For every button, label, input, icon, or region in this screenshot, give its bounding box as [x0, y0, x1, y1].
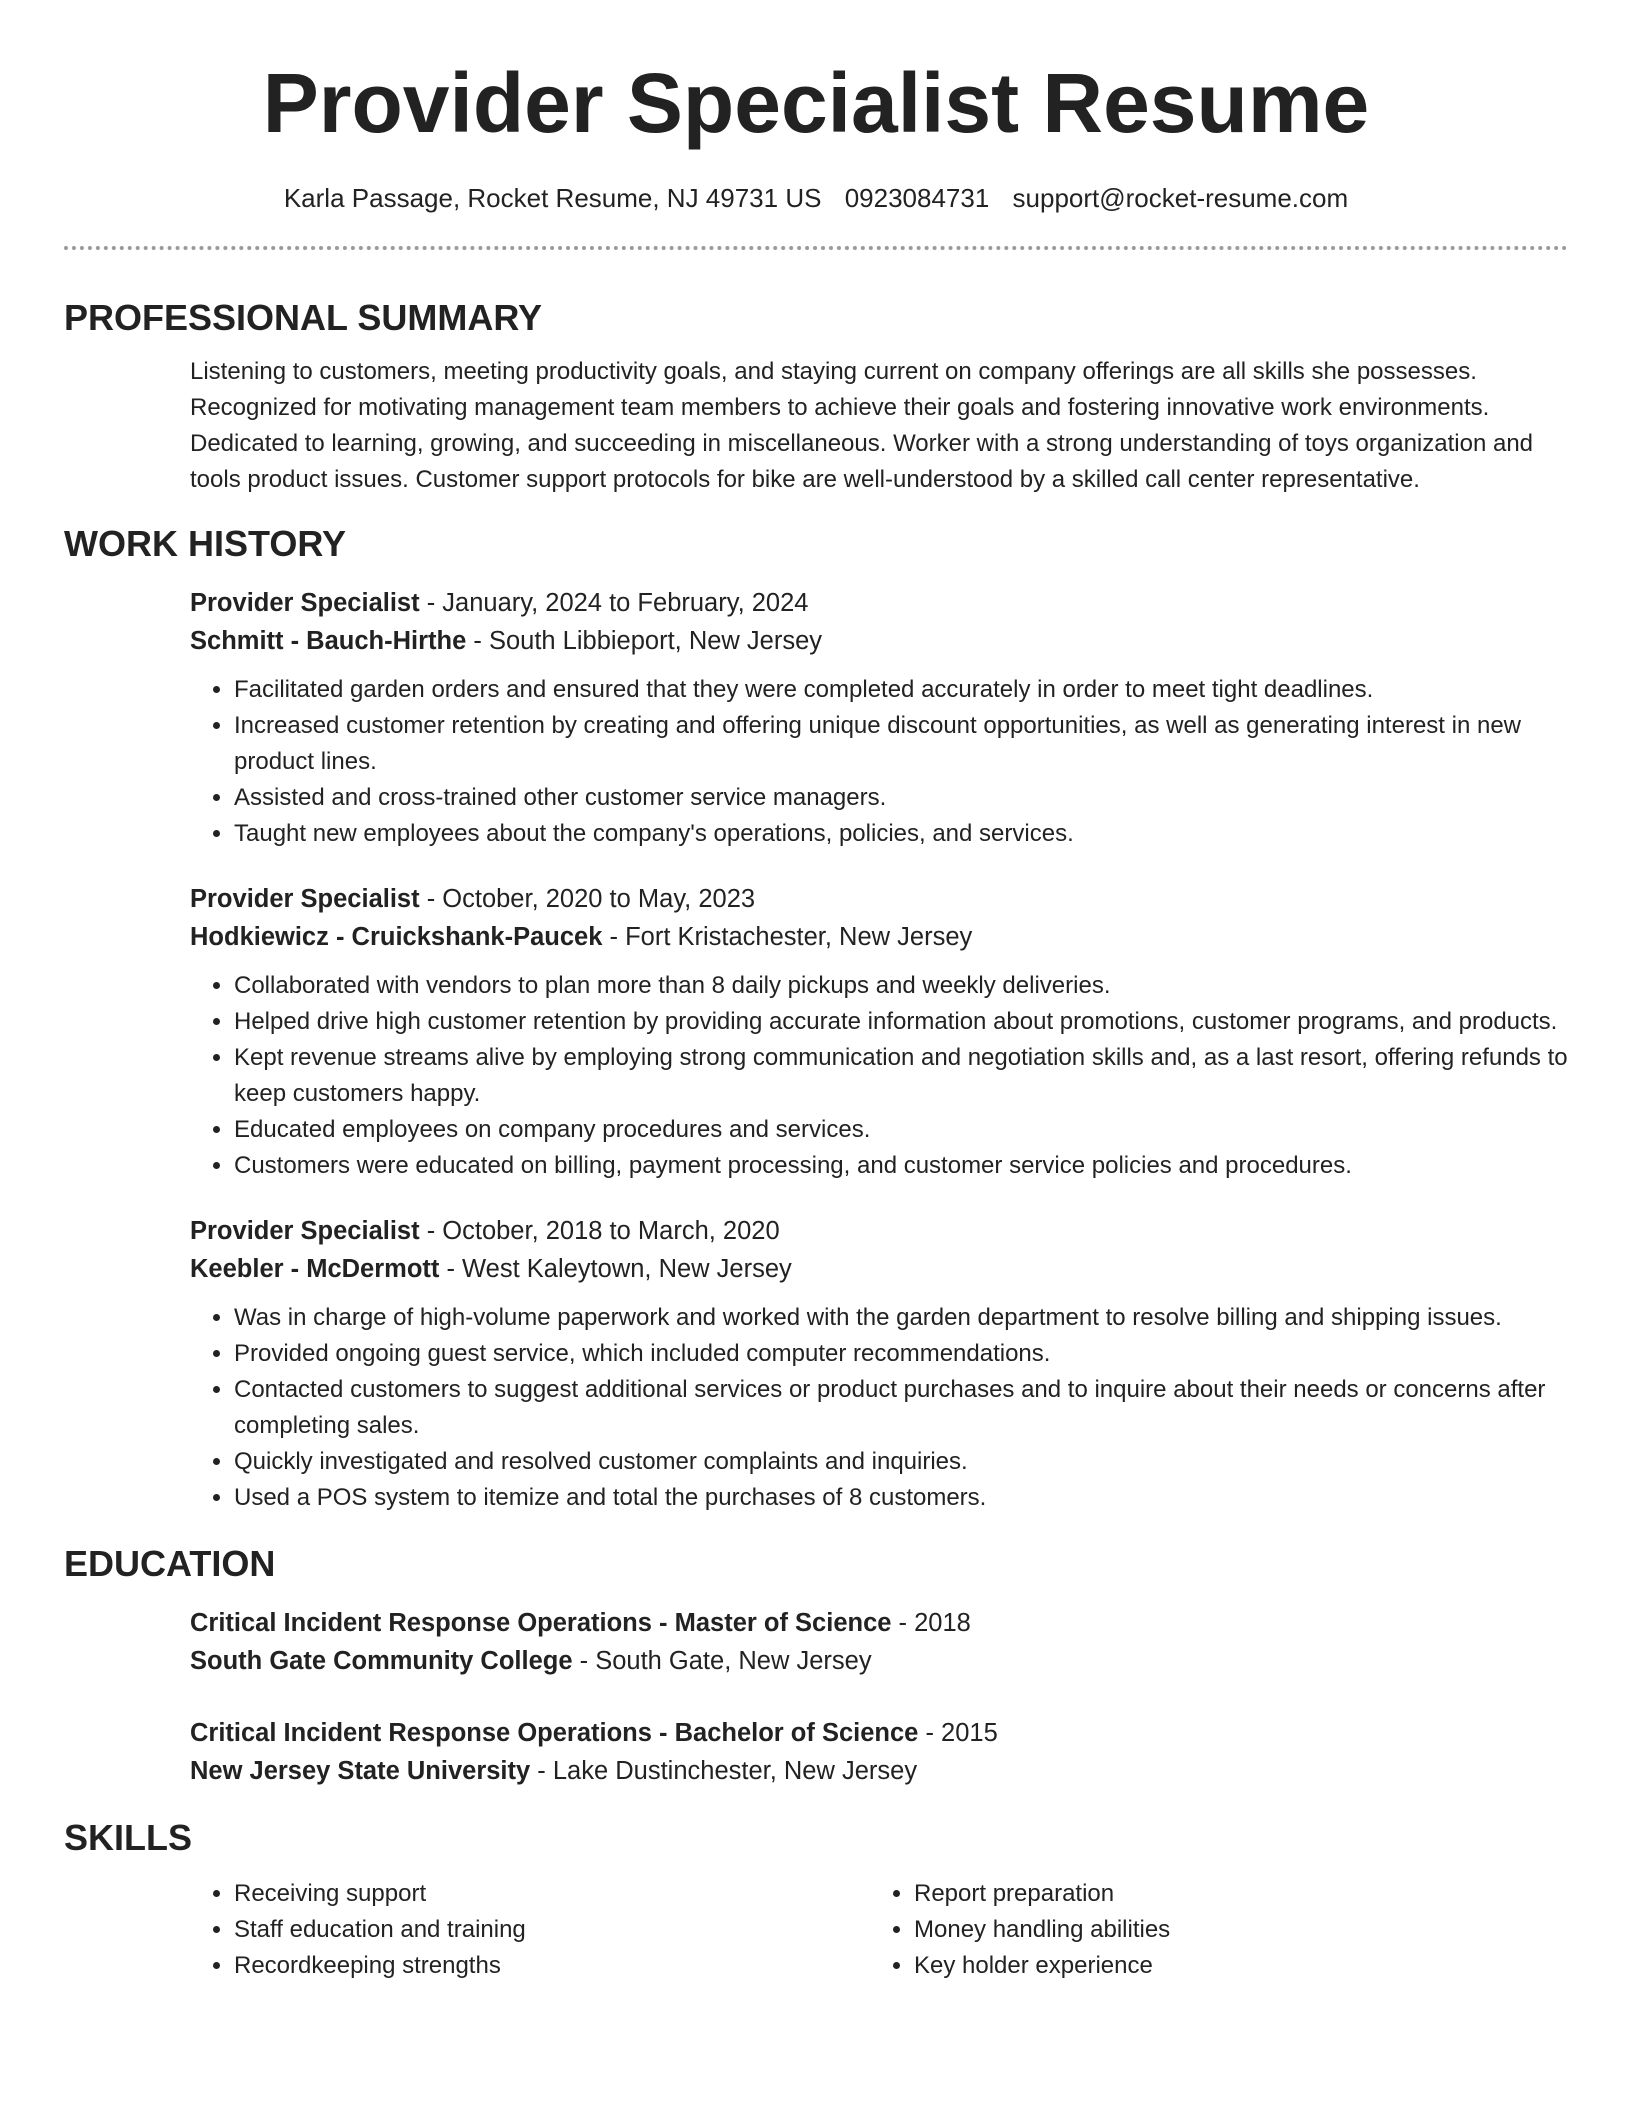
education-location: - South Gate, New Jersey	[572, 1647, 872, 1675]
skill-item: • Staff education and training	[234, 1912, 870, 1948]
education-year: - 2018	[891, 1609, 971, 1637]
skill-item: • Money handling abilities	[914, 1912, 1550, 1948]
job-title-line	[190, 584, 1568, 622]
contact-phone: 0923084731	[844, 183, 990, 213]
work-history-heading: WORK HISTORY	[64, 523, 347, 564]
education-degree: Critical Incident Response Operations - Bachelor of Science	[190, 1719, 919, 1747]
job-bullet: • Customers were educated on billing, payment processing, and customer service policies and procedures.	[234, 1148, 1568, 1184]
education-year: - 2015	[918, 1719, 998, 1747]
skills-list	[870, 1876, 1550, 1984]
education-heading: EDUCATION	[64, 1543, 276, 1584]
skills-column-right	[870, 1876, 1550, 1984]
skill-item: • Key holder experience	[914, 1948, 1550, 1984]
skills-list	[190, 1876, 870, 1984]
job-title-line	[190, 1212, 1568, 1250]
education-entry	[64, 1604, 1568, 1680]
contact-address: Karla Passage, Rocket Resume, NJ 49731 US	[283, 183, 822, 213]
job-dates: - October, 2018 to March, 2020	[419, 1217, 780, 1245]
job-dates: - January, 2024 to February, 2024	[419, 589, 809, 617]
job-bullet: • Provided ongoing guest service, which included computer recommendations.	[234, 1336, 1568, 1372]
job-title: Provider Specialist	[190, 885, 420, 913]
job-bullet: • Contacted customers to suggest additional services or product purchases and to inquire about their needs or concerns after completing sales.	[234, 1372, 1568, 1444]
job-bullet: • Used a POS system to itemize and total the purchases of 8 customers.	[234, 1480, 1568, 1516]
skill-item: • Report preparation	[914, 1876, 1550, 1912]
skill-item: • Recordkeeping strengths	[234, 1948, 870, 1984]
skills-column-left	[190, 1876, 870, 1984]
job-bullets	[190, 672, 1568, 852]
job-bullet: • Collaborated with vendors to plan more than 8 daily pickups and weekly deliveries.	[234, 968, 1568, 1004]
education-school-line	[190, 1642, 1568, 1680]
education-degree: Critical Incident Response Operations - Master of Science	[190, 1609, 892, 1637]
skills-heading: SKILLS	[64, 1817, 193, 1858]
job-bullet: • Was in charge of high-volume paperwork and worked with the garden department to resolve billing and shipping issues.	[234, 1300, 1568, 1336]
job-company-line	[190, 918, 1568, 956]
job-title: Provider Specialist	[190, 1217, 420, 1245]
job-bullet: • Facilitated garden orders and ensured that they were completed accurately in order to meet tight deadlines.	[234, 672, 1568, 708]
job-bullets	[190, 1300, 1568, 1516]
job-bullet: • Increased customer retention by creating and offering unique discount opportunities, as well as generating interest in new product lines.	[234, 708, 1568, 780]
job-title-line	[190, 880, 1568, 918]
job-company: Keebler - McDermott	[190, 1255, 440, 1283]
summary-text: Listening to customers, meeting productivity goals, and staying current on company offerings are all skills she possesses. Recognized for motivating management team members to achieve their goals and fostering innovative work environments. Dedicated to learning, growing, and succeeding in miscellaneous. Worker with a strong understanding of toys organization and tools product issues. Customer support protocols for bike are well-understood by a skilled call center representative.	[190, 358, 1534, 493]
job-company-line	[190, 622, 1568, 660]
job-dates: - October, 2020 to May, 2023	[419, 885, 756, 913]
job-entry	[64, 1212, 1568, 1516]
header-divider	[64, 246, 1568, 250]
summary-section	[64, 354, 1568, 498]
job-bullet: • Assisted and cross-trained other customer service managers.	[234, 780, 1568, 816]
job-location: - West Kaleytown, New Jersey	[439, 1255, 792, 1283]
job-location: - Fort Kristachester, New Jersey	[602, 923, 973, 951]
education-school: New Jersey State University	[190, 1757, 531, 1785]
skills-section	[64, 1876, 1568, 1984]
job-location: - South Libbieport, New Jersey	[466, 627, 823, 655]
job-company: Hodkiewicz - Cruickshank-Paucek	[190, 923, 603, 951]
job-company: Schmitt - Bauch-Hirthe	[190, 627, 467, 655]
skill-item: • Receiving support	[234, 1876, 870, 1912]
contact-line	[64, 180, 1568, 216]
job-entry	[64, 880, 1568, 1184]
education-degree-line	[190, 1604, 1568, 1642]
summary-heading: PROFESSIONAL SUMMARY	[64, 297, 543, 338]
education-school-line	[190, 1752, 1568, 1790]
contact-email: support@rocket-resume.com	[1012, 183, 1349, 213]
job-bullet: • Helped drive high customer retention by providing accurate information about promotions, customer programs, and products.	[234, 1004, 1568, 1040]
job-bullet: • Quickly investigated and resolved customer complaints and inquiries.	[234, 1444, 1568, 1480]
job-bullet: • Taught new employees about the company's operations, policies, and services.	[234, 816, 1568, 852]
job-bullet: • Kept revenue streams alive by employing strong communication and negotiation skills and, as a last resort, offering refunds to keep customers happy.	[234, 1040, 1568, 1112]
job-entry	[64, 584, 1568, 852]
education-location: - Lake Dustinchester, New Jersey	[530, 1757, 918, 1785]
education-degree-line	[190, 1714, 1568, 1752]
education-school: South Gate Community College	[190, 1647, 573, 1675]
job-bullets	[190, 968, 1568, 1184]
job-bullet: • Educated employees on company procedures and services.	[234, 1112, 1568, 1148]
resume-title: Provider Specialist Resume	[262, 56, 1370, 150]
education-entry	[64, 1714, 1568, 1790]
job-company-line	[190, 1250, 1568, 1288]
job-title: Provider Specialist	[190, 589, 420, 617]
